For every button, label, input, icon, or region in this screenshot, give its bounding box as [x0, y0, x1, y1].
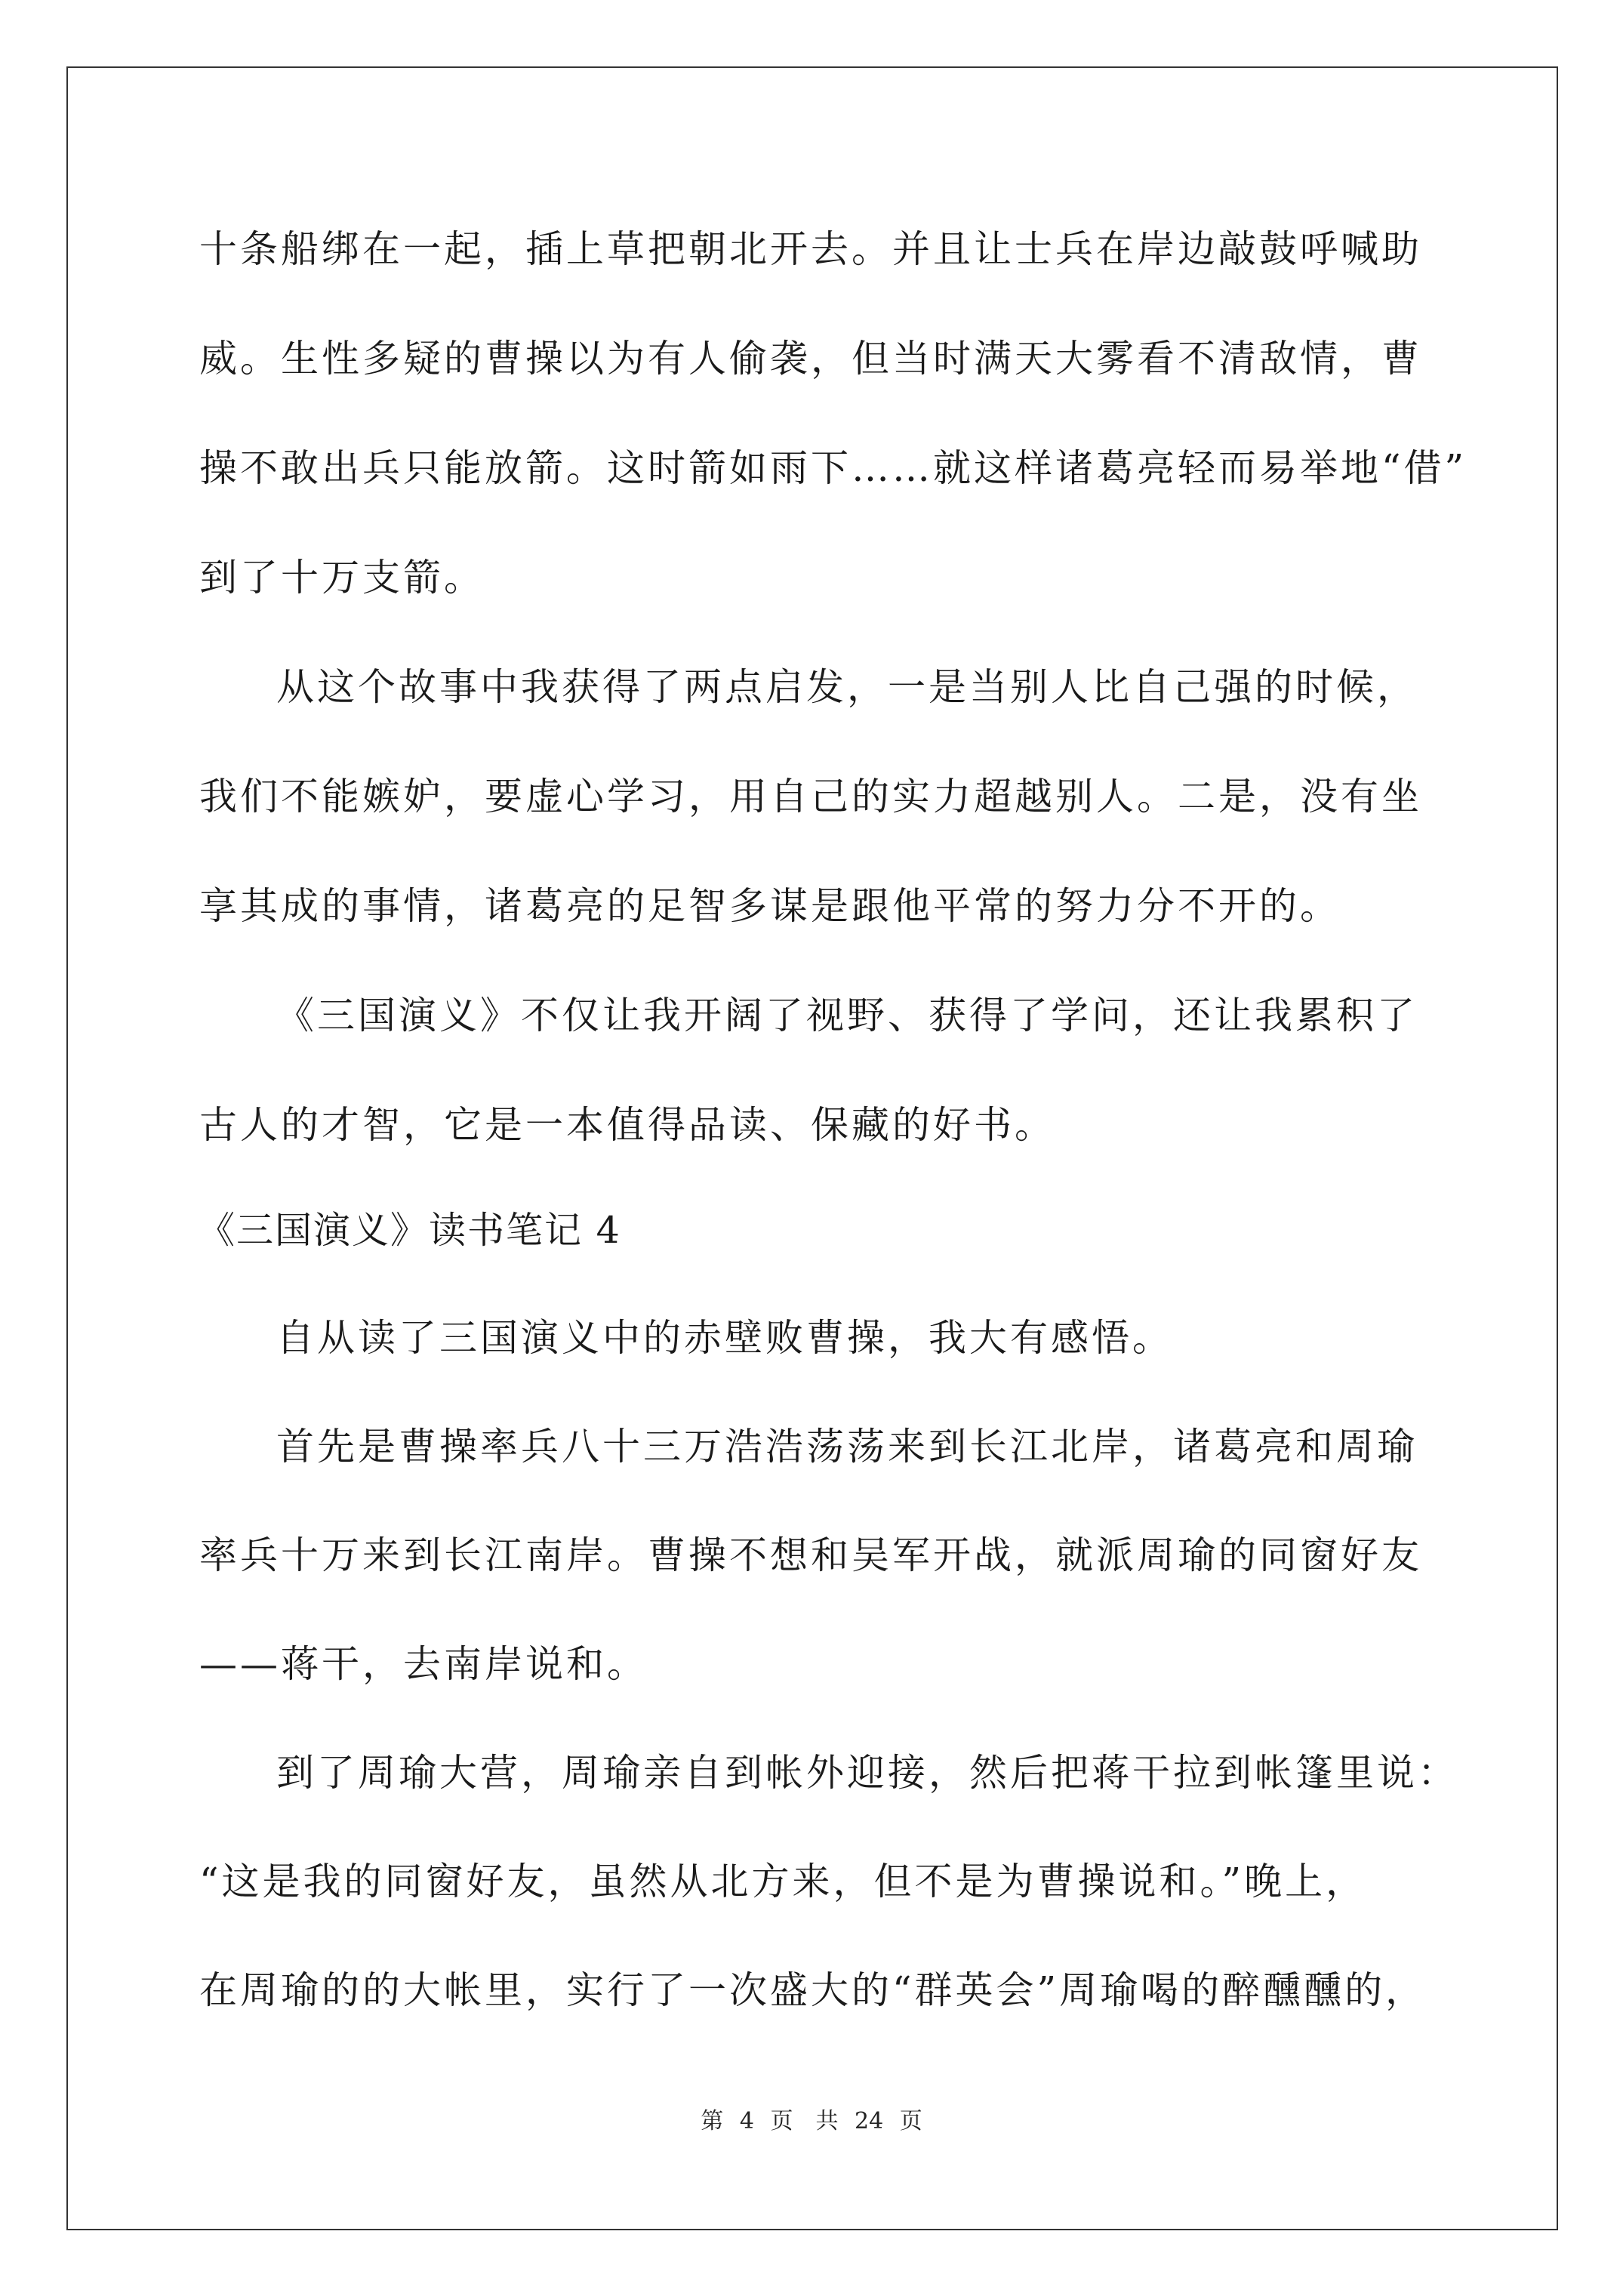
- paragraph-line: “这是我的同窗好友，虽然从北方来，但不是为曹操说和。”晚上，: [199, 1860, 1367, 1903]
- paragraph-line: 古人的才智，它是一本值得品读、保藏的好书。: [199, 1103, 1055, 1147]
- section-heading: 《三国演义》读书笔记 4: [198, 1209, 621, 1252]
- paragraph-line: 到了周瑜大营，周瑜亲自到帐外迎接，然后把蒋干拉到帐篷里说：: [276, 1751, 1458, 1795]
- paragraph-line: 从这个故事中我获得了两点启发，一是当别人比自己强的时候，: [276, 665, 1418, 709]
- paragraph-line: 我们不能嫉妒，要虚心学习，用自己的实力超越别人。二是，没有坐: [199, 775, 1422, 818]
- page-number-footer: 第 4 页 共 24 页: [701, 2108, 922, 2134]
- paragraph-line: 享其成的事情，诸葛亮的足智多谋是跟他平常的努力分不开的。: [199, 884, 1341, 928]
- paragraph-line: 首先是曹操率兵八十三万浩浩荡荡来到长江北岸，诸葛亮和周瑜: [276, 1425, 1418, 1469]
- paragraph-line: 《三国演义》不仅让我开阔了视野、获得了学问，还让我累积了: [276, 994, 1418, 1037]
- paragraph-line: 操不敢出兵只能放箭。这时箭如雨下……就这样诸葛亮轻而易举地“借”: [199, 446, 1467, 490]
- paragraph-line: 威。生性多疑的曹操以为有人偷袭，但当时满天大雾看不清敌情，曹: [199, 337, 1422, 381]
- paragraph-line: ——蒋干，去南岸说和。: [199, 1642, 648, 1686]
- paragraph-line: 到了十万支箭。: [199, 556, 485, 599]
- paragraph-line: 在周瑜的的大帐里，实行了一次盛大的“群英会”周瑜喝的醉醺醺的，: [199, 1968, 1427, 2012]
- paragraph-line: 率兵十万来到长江南岸。曹操不想和吴军开战，就派周瑜的同窗好友: [199, 1533, 1422, 1577]
- page-border: [66, 66, 1558, 2230]
- paragraph-line: 十条船绑在一起，插上草把朝北开去。并且让士兵在岸边敲鼓呼喊助: [199, 227, 1422, 271]
- paragraph-line: 自从读了三国演义中的赤壁败曹操，我大有感悟。: [276, 1316, 1173, 1360]
